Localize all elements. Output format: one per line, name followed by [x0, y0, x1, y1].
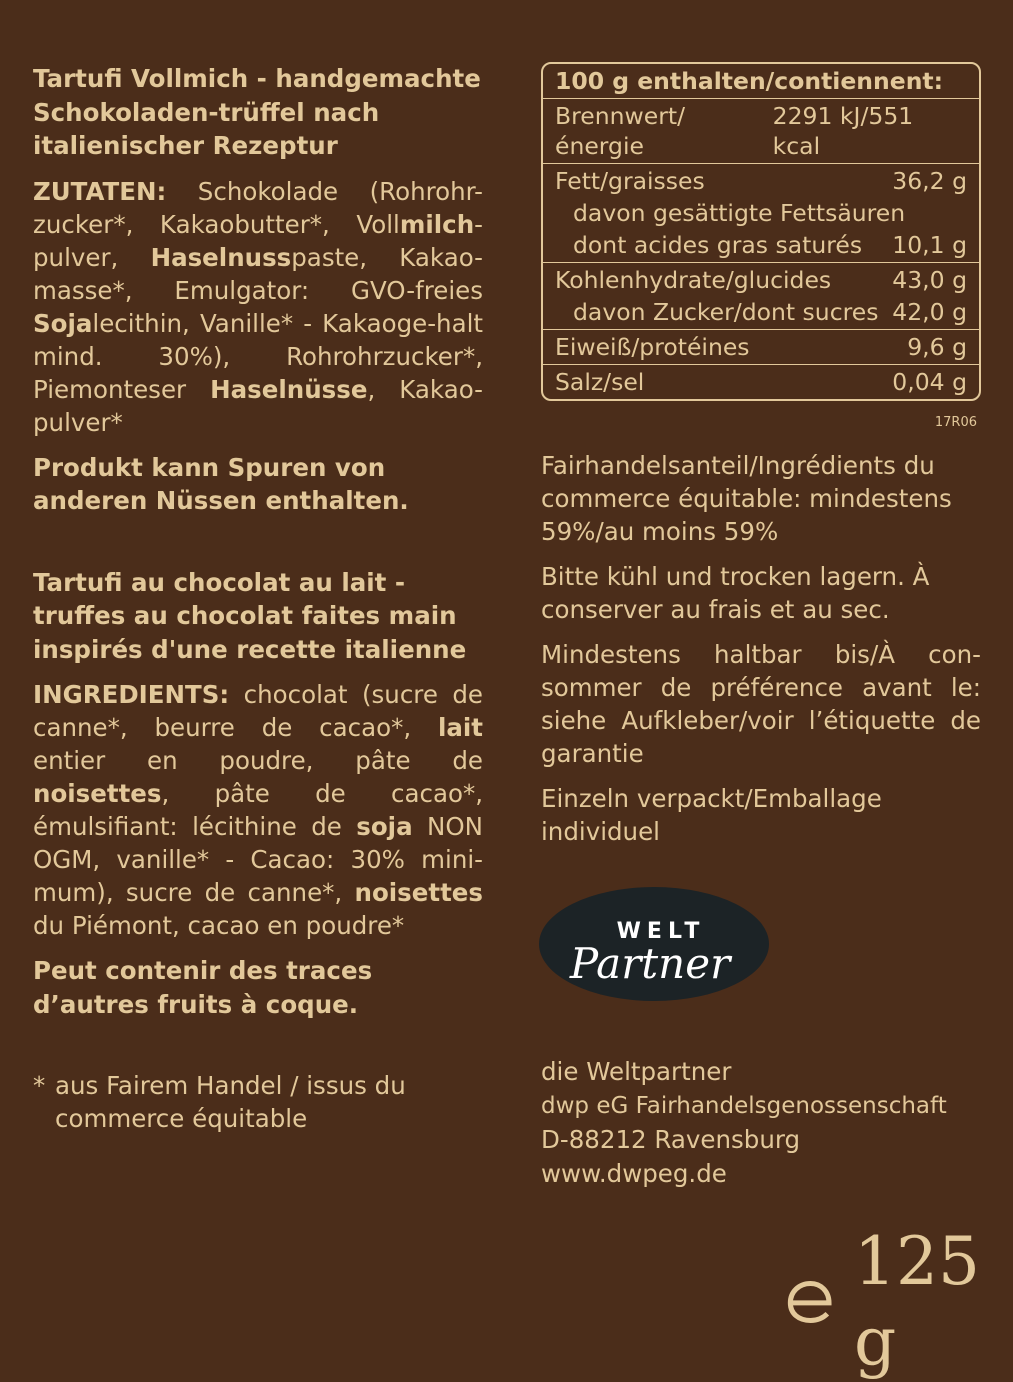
address-block: [541, 1055, 947, 1191]
german-ingredients-label: ZUTATEN:: [33, 176, 167, 206]
nutrition-row-fat: Fett/graisses 36,2 g: [555, 167, 967, 195]
address-name: die Weltpartner: [541, 1057, 732, 1086]
german-allergen-note: Produkt kann Spuren von anderen Nüssen enthalten.: [33, 452, 409, 515]
footnote-text: aus Fairem Handel / issus du commerce équitable: [55, 1071, 406, 1133]
right-column: [541, 62, 981, 848]
nutrition-table: [541, 62, 981, 401]
nutrition-row-saturated-label: davon gesättigte Fettsäuren: [573, 199, 906, 227]
best-before-note: Mindestens haltbar bis/À con-sommer de préférence avant le: siehe Aufkleber/voir l’étiquette de garantie: [541, 640, 981, 768]
footnote-asterisk: *: [33, 1071, 46, 1100]
address-website: www.dwpeg.de: [541, 1159, 727, 1188]
nutrition-row-sugar: davon Zucker/dont sucres 42,0 g: [573, 298, 967, 326]
net-weight-value: 125 g: [854, 1223, 981, 1380]
nutrition-row-carbs: Kohlenhydrate/glucides 43,0 g: [555, 266, 967, 294]
nutrition-title: 100 g enthalten/contiennent:: [543, 64, 979, 99]
german-ingredients: ZUTATEN: Schokolade (Rohrohr-zucker*, Kakaobutter*, Vollmilch-pulver, Haselnusspaste, Kakao-masse*, Emulgator: GVO-freies Sojalecithin, Vanille* - Kakaoge-halt mind. 30%), Rohrohrzucker*, Piemonteser Haselnüsse, Kakao-pulver*: [33, 176, 483, 437]
estimated-sign-icon: [787, 1276, 834, 1328]
nutrition-group-fat: [543, 164, 979, 263]
french-product-title: Tartufi au chocolat au lait - truffes au chocolat faites main inspirés d'une recette italienne: [33, 567, 467, 664]
address-city: D-88212 Ravensburg: [541, 1125, 801, 1154]
left-column: [33, 62, 483, 1135]
logo-bottom-text: Partner: [569, 939, 731, 988]
french-ingredients: INGREDIENTS: chocolat (sucre de canne*, beurre de cacao*, lait entier en poudre, pâte de noisettes, pâte de cacao*, émulsifiant: lécithine de soja NON OGM, vanille* - Cacao: 30% mini-mum), sucre de canne*, noisettes du Piémont, cacao en poudre*: [33, 680, 483, 940]
logo-top-text: WELT: [616, 919, 706, 944]
nutrition-group-protein: [543, 330, 979, 365]
fairtrade-footnote: [33, 1069, 483, 1135]
net-weight: [787, 1222, 1013, 1382]
nutrition-group-carbs: [543, 263, 979, 330]
fairtrade-share: Fairhandelsanteil/Ingrédients du commerce équitable: mindestens 59%/au moins 59%: [541, 451, 952, 546]
french-ingredients-label: INGREDIENTS:: [33, 680, 230, 709]
nutrition-row-saturated: dont acides gras saturés 10,1 g: [573, 231, 967, 259]
german-product-title: Tartufi Vollmich - handgemachte Schokoladen-trüffel nach italienischer Rezeptur: [33, 64, 481, 160]
nutrition-group-energy: [543, 99, 979, 164]
nutrition-row-salt: Salz/sel 0,04 g: [555, 368, 967, 396]
french-allergen-note: Peut contenir des traces d’autres fruits à coque.: [33, 956, 373, 1019]
packaging-note: Einzeln verpackt/Emballage individuel: [541, 784, 882, 846]
nutrition-row-energy: Brennwert/énergie 2291 kJ/551 kcal: [555, 102, 914, 160]
nutrition-row-protein: Eiweiß/protéines 9,6 g: [555, 333, 967, 361]
storage-note: Bitte kühl und trocken lagern. À conserver au frais et au sec.: [541, 562, 930, 624]
batch-code: 17R06: [934, 415, 977, 430]
address-company: dwp eG Fairhandelsgenossenschaft: [541, 1093, 947, 1119]
nutrition-group-salt: [543, 365, 979, 399]
weltpartner-logo: [538, 886, 770, 1006]
